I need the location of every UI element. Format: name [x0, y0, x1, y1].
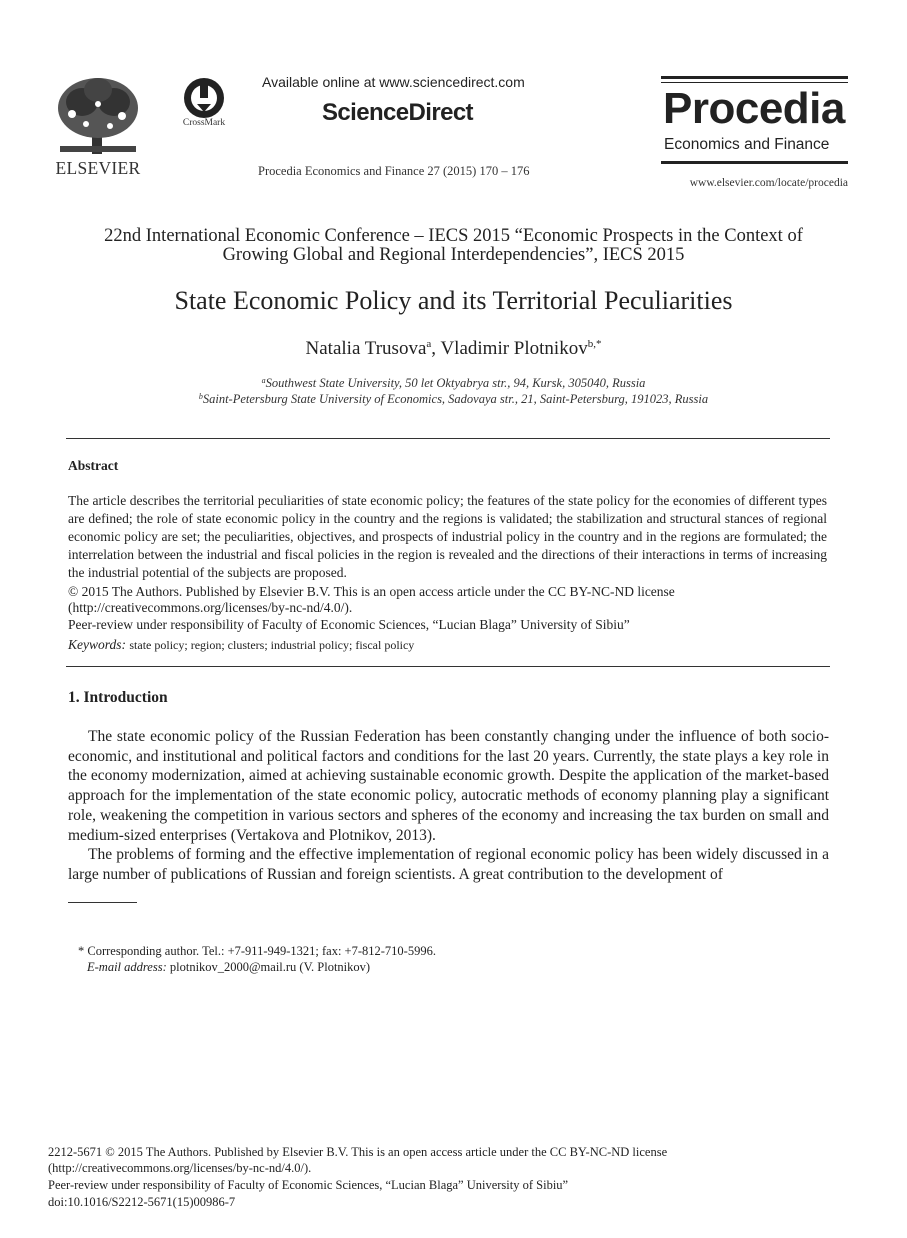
footnote-rule: [68, 902, 137, 903]
conference-title-line-2: Growing Global and Regional Interdependencies”, IECS 2015: [222, 245, 685, 265]
corresponding-author-mark[interactable]: *: [595, 338, 602, 350]
procedia-url-link[interactable]: www.elsevier.com/locate/procedia: [689, 177, 848, 189]
corresponding-author-footnote: * Corresponding author. Tel.: +7-911-949-1321; fax: +7-812-710-5996.: [78, 944, 436, 958]
email-footnote: [87, 960, 370, 975]
doi-link[interactable]: doi:10.1016/S2212-5671(15)00986-7: [48, 1195, 236, 1209]
introduction-paragraph: The state economic policy of the Russian Federation has been constantly changing under the influence of both socio-economic, and institutional and political factors and conditions for the last 20 years. Currently, the state plays a key role in the economy modernization, aimed at achieving sustainable economic growth. Despite the application of the market-based approach for the implementation of the state economic policy, autocratic methods of economy planning play a significant role, weakening the competition in various sectors and spheres of the economy and increasing the tax burden on small and medium-sized enterprises (Vertakova and Plotnikov, 2013).: [68, 728, 829, 844]
affiliation-text: Saint-Petersburg State University of Economics, Sadovaya str., 21, Saint-Petersburg, 191023, Russia: [202, 392, 709, 406]
available-online-text[interactable]: Available online at www.sciencedirect.com: [262, 74, 525, 90]
abstract-heading: Abstract: [68, 458, 119, 473]
author-affiliation-mark: a: [426, 338, 432, 350]
procedia-rule-top: [661, 76, 848, 79]
procedia-journal-subtitle: Economics and Finance: [664, 136, 830, 153]
conference-title-line-1: 22nd International Economic Conference – IECS 2015 “Economic Prospects in the Context of: [104, 226, 803, 246]
bottom-license-link[interactable]: (http://creativecommons.org/licenses/by-nc-nd/4.0/).: [48, 1161, 312, 1175]
author-affiliation-mark: b,*: [587, 338, 602, 350]
procedia-rule-top-thin: [661, 82, 848, 83]
author-name: Vladimir Plotnikov: [440, 338, 588, 359]
abstract-body: The article describes the territorial peculiarities of state economic policy; the features of the state policy for the economies of different types are defined; the role of state economic policy in the country and the regions is validated; the stabilization and structural stances of regional economic policy are set; the peculiarities, objectives, and prospects of industrial policy in the country and in the regions are formulated; the interrelation between the industrial and fiscal policies in the region is revealed and the directions of their interactions in terms of increasing the industrial potential of the subjects are proposed.: [68, 493, 827, 580]
keywords-label: Keywords:: [68, 637, 126, 652]
keywords-list: state policy; region; clusters; industrial policy; fiscal policy: [129, 638, 415, 652]
elsevier-wordmark: ELSEVIER: [55, 158, 141, 178]
procedia-journal-logo: Procedia: [663, 84, 845, 133]
copyright-notice: © 2015 The Authors. Published by Elsevier B.V. This is an open access article under the CC BY-NC-ND license: [68, 584, 675, 599]
email-address-link[interactable]: plotnikov_2000@mail.ru (V. Plotnikov): [169, 960, 371, 974]
author-name: Natalia Trusova: [305, 338, 427, 359]
affiliation-mark: b: [198, 392, 203, 401]
section-divider: [66, 438, 830, 439]
affiliation-text: Southwest State University, 50 let Oktyabrya str., 94, Kursk, 305040, Russia: [265, 376, 646, 390]
affiliation-a: [0, 376, 907, 391]
peer-review-statement: Peer-review under responsibility of Faculty of Economic Sciences, “Lucian Blaga” University of Sibiu”: [68, 617, 630, 632]
issn-copyright-line: 2212-5671 © 2015 The Authors. Published by Elsevier B.V. This is an open access article under the CC BY-NC-ND license: [48, 1145, 668, 1159]
procedia-rule-bottom: [661, 161, 848, 164]
elsevier-tree-logo-icon: [52, 74, 144, 158]
journal-citation: Procedia Economics and Finance 27 (2015) 170 – 176: [258, 164, 530, 178]
email-label: E-mail address:: [87, 960, 167, 974]
bottom-peer-review: Peer-review under responsibility of Faculty of Economic Sciences, “Lucian Blaga” University of Sibiu”: [48, 1178, 569, 1192]
paper-title: State Economic Policy and its Territorial Peculiarities: [174, 286, 733, 315]
sciencedirect-logo[interactable]: ScienceDirect: [322, 99, 473, 126]
author-separator: ,: [431, 338, 441, 359]
introduction-paragraph: The problems of forming and the effective implementation of regional economic policy has been widely discussed in a large number of publications of Russian and foreign scientists. A great contribution to the development of: [68, 846, 829, 883]
introduction-heading: 1. Introduction: [68, 689, 168, 706]
author-list: [0, 338, 907, 360]
affiliation-b: [0, 392, 907, 407]
crossmark-icon[interactable]: [180, 76, 228, 120]
license-link[interactable]: (http://creativecommons.org/licenses/by-nc-nd/4.0/).: [68, 600, 353, 615]
affiliation-mark: a: [261, 376, 266, 385]
crossmark-label: CrossMark: [182, 118, 226, 128]
keywords: [68, 636, 828, 654]
section-divider: [66, 666, 830, 667]
